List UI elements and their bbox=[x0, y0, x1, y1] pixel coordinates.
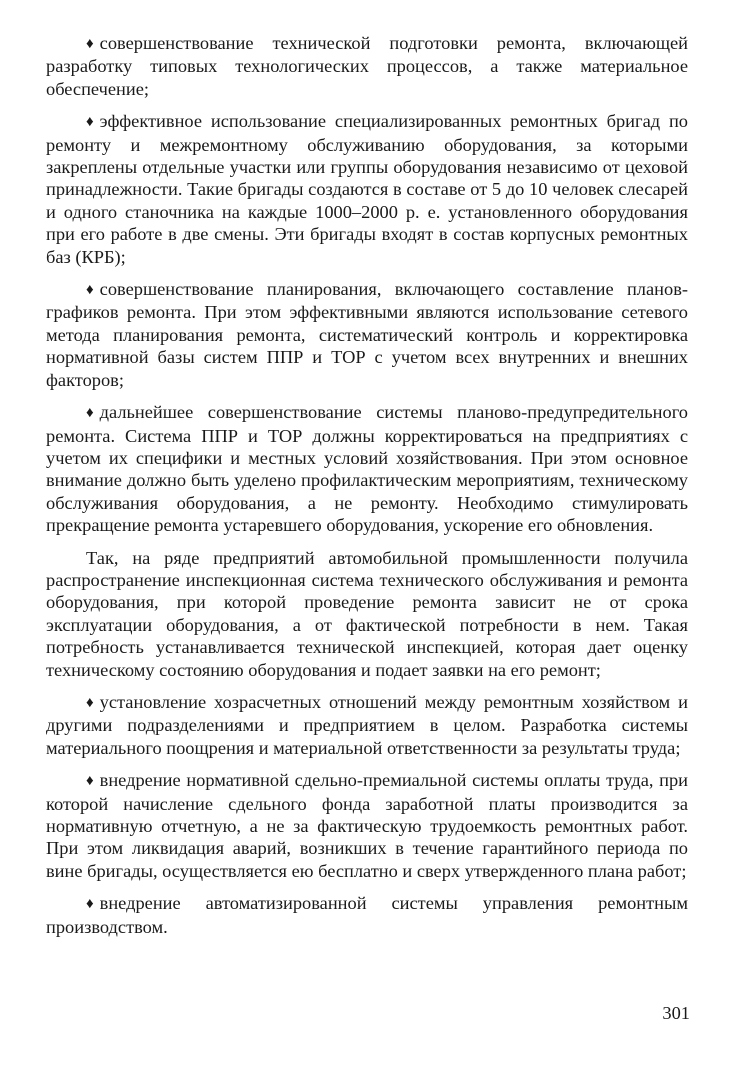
paragraph-bullet-4 bbox=[46, 401, 688, 536]
paragraph-text: Так, на ряде предприятий автомобильной промышленности получила распространение инспекционная система технического обслуживания и ремонта оборудования, при которой проведение ремонта зависит не от срока эксплуатации оборудования, а от фактической потребности в нем. Такая потребность устанавливается технической инспекцией, которая дает оценку техническому состоянию оборудования и подает заявки на его ремонт; bbox=[46, 547, 688, 680]
paragraph-bullet-5 bbox=[46, 691, 688, 759]
paragraph-bullet-1 bbox=[46, 32, 688, 100]
diamond-bullet-icon: ♦ bbox=[86, 114, 94, 131]
page-number: 301 bbox=[662, 1003, 690, 1023]
diamond-bullet-icon: ♦ bbox=[86, 694, 94, 711]
diamond-bullet-icon: ♦ bbox=[86, 36, 94, 52]
paragraph-text: дальнейшее совершенствование системы планово-предупредительного ремонта. Система ППР и ТОР должны корректироваться на предприятиях с учетом их специфики и местных условий хозяйствования. При этом основное внимание должно быть уделено профилактическим мероприятиям, техническому обслуживания оборудования, а не ремонту. Необходимо стимулировать прекращение ремонта устаревшего оборудования, ускорение его обновления. bbox=[46, 402, 688, 536]
paragraph-bullet-3 bbox=[46, 278, 688, 391]
page-body bbox=[46, 32, 688, 948]
diamond-bullet-icon: ♦ bbox=[86, 405, 94, 422]
diamond-bullet-icon: ♦ bbox=[86, 896, 94, 913]
paragraph-text: внедрение нормативной сдельно-премиальной системы оплаты труда, при которой начисление сдельного фонда заработной платы производится за нормативную отчетную, а не за фактическую трудоемкость ремонтных работ. При этом ликвидация аварий, возникших в течение гарантийного периода по вине бригады, осуществляется ею бесплатно и сверх утвержденного плана работ; bbox=[46, 770, 688, 881]
paragraph-text: внедрение автоматизированной системы управления ремонтным производством. bbox=[46, 893, 688, 937]
paragraph-bullet-6 bbox=[46, 769, 688, 882]
paragraph-plain bbox=[46, 547, 688, 681]
paragraph-bullet-2 bbox=[46, 110, 688, 268]
paragraph-text: совершенствование технической подготовки ремонта, включающей разработку типовых технологических процессов, а также материальное обеспечение; bbox=[46, 33, 688, 99]
paragraph-bullet-7 bbox=[46, 892, 688, 938]
paragraph-text: совершенствование планирования, включающего составление планов-графиков ремонта. При этом эффективными являются использование сетевого метода планирования ремонта, систематический контроль и корректировка нормативной базы систем ППР и ТОР с учетом всех внутренних и внешних факторов; bbox=[46, 279, 688, 390]
diamond-bullet-icon: ♦ bbox=[86, 282, 94, 299]
paragraph-text: эффективное использование специализированных ремонтных бригад по ремонту и межремонтному обслуживанию оборудования, за которыми закреплены отдельные участки или группы оборудования независимо от цеховой принадлежности. Такие бригады создаются в составе от 5 до 10 человек слесарей и одного станочника на каждые 1000–2000 р. е. установленного оборудования при его работе в две смены. Эти бригады входят в состав корпусных ремонтных баз (КРБ); bbox=[46, 111, 688, 267]
diamond-bullet-icon: ♦ bbox=[86, 773, 94, 790]
paragraph-text: установление хозрасчетных отношений между ремонтным хозяйством и другими подразделениями и предприятием в целом. Разработка системы материального поощрения и материальной ответственности за результаты труда; bbox=[46, 691, 688, 758]
